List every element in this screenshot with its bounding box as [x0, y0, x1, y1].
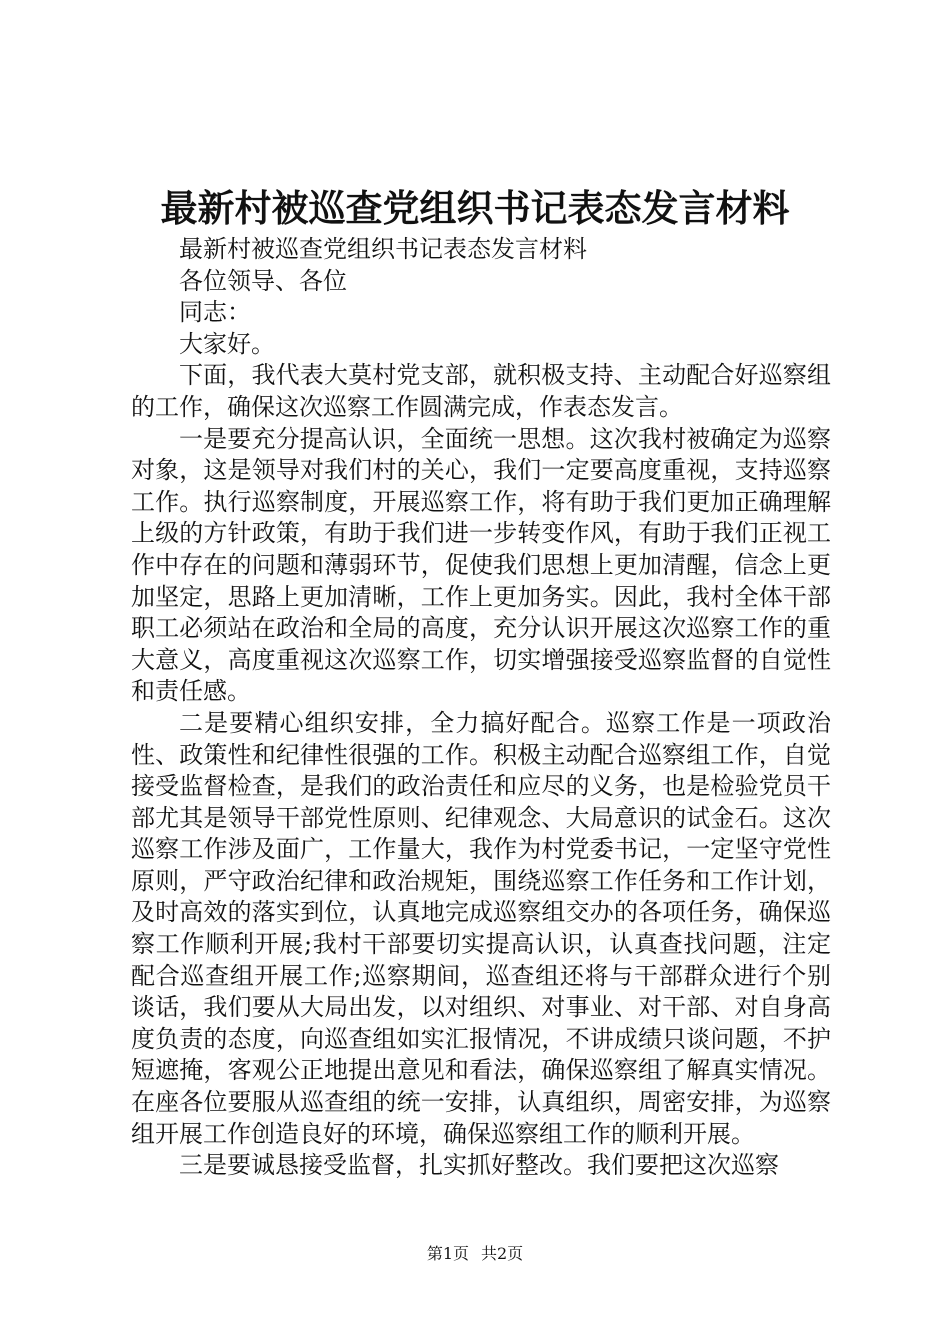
body-paragraph: 二是要精心组织安排，全力搞好配合。巡察工作是一项政治性、政策性和纪律性很强的工作。积极主动配合巡察组工作，自觉接受监督检查，是我们的政治责任和应尽的义务，也是检验党员干部尤其是领导干部党性原则、纪律观念、大局意识的试金石。这次巡察工作涉及面广，工作量大，我作为村党委书记，一定坚守党性原则，严守政治纪律和政治规矩，围绕巡察工作任务和工作计划，及时高效的落实到位，认真地完成巡察组交办的各项任务，确保巡察工作顺利开展;我村干部要切实提高认识，认真查找问题，注定配合巡查组开展工作;巡察期间，巡查组还将与干部群众进行个别谈话，我们要从大局出发，以对组织、对事业、对干部、对自身高度负责的态度，向巡查组如实汇报情况，不讲成绩只谈问题，不护短遮掩，客观公正地提出意见和看法，确保巡察组了解真实情况。在座各位要服从巡查组的统一安排，认真组织，周密安排，为巡察组开展工作创造良好的环境，确保巡察组工作的顺利开展。: [131, 708, 831, 1148]
page-footer: [0, 1243, 950, 1265]
document-title: 最新村被巡查党组织书记表态发言材料: [160, 186, 790, 230]
body-paragraph: 三是要诚恳接受监督，扎实抓好整改。我们要把这次巡察: [179, 1151, 779, 1180]
body-paragraph: 各位领导、各位: [179, 266, 347, 295]
page-number-current: 第1页: [426, 1244, 469, 1263]
body-paragraph: 大家好。: [179, 329, 275, 358]
page-number-total: 共2页: [481, 1244, 524, 1263]
body-paragraph: 下面，我代表大莫村党支部，就积极支持、主动配合好巡察组的工作，确保这次巡察工作圆满完成，作表态发言。: [131, 361, 831, 421]
body-paragraph: 最新村被巡查党组织书记表态发言材料: [179, 235, 587, 263]
document-body: [131, 234, 831, 1182]
body-paragraph: 一是要充分提高认识，全面统一思想。这次我村被确定为巡察对象，这是领导对我们村的关心，我们一定要高度重视，支持巡察工作。执行巡察制度，开展巡察工作，将有助于我们更加正确理解上级的方针政策，有助于我们进一步转变作风，有助于我们正视工作中存在的问题和薄弱环节，促使我们思想上更加清醒，信念上更加坚定，思路上更加清晰，工作上更加务实。因此，我村全体干部职工必须站在政治和全局的高度，充分认识开展这次巡察工作的重大意义，高度重视这次巡察工作，切实增强接受巡察监督的自觉性和责任感。: [131, 424, 831, 706]
body-paragraph: 同志：: [179, 298, 251, 327]
